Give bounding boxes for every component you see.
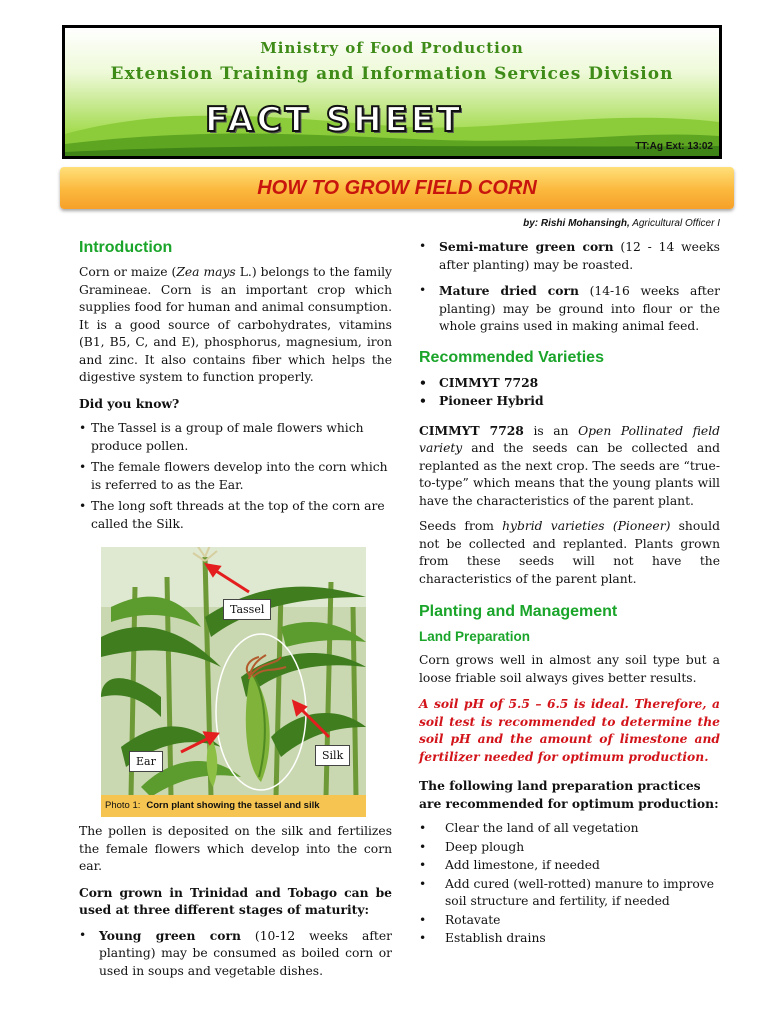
silk-label: Silk bbox=[315, 745, 350, 766]
variety-text-a: is an bbox=[523, 423, 579, 438]
practices-list bbox=[419, 820, 720, 948]
stage-name: Mature dried corn bbox=[439, 283, 579, 298]
stages-intro: Corn grown in Trinidad and Tobago can be used at three different stages of maturity: bbox=[79, 884, 392, 917]
stage-text: (14-16 weeks after planting) may be ground into flour or the whole grains used in making animal feed. bbox=[439, 284, 721, 333]
intro-text-b: L.) belongs to the family Gramineae. Corn is an important crop which supplies food for human and animal consumption. It is a good source of carbohydrates, vitamins (B1, B5, C, and E), phosphorus, magnesium, iron and zinc. It also contains fiber which helps the digestive system to function properly. bbox=[79, 265, 393, 384]
byline-prefix: by: bbox=[523, 218, 539, 229]
list-item: • Add limestone, if needed bbox=[419, 857, 720, 875]
intro-heading: Introduction bbox=[79, 239, 173, 256]
list-item: • The Tassel is a group of male flowers which produce pollen. bbox=[79, 420, 392, 455]
list-item bbox=[79, 927, 392, 981]
did-you-know: Did you know? bbox=[79, 395, 180, 411]
varieties-paragraph-1 bbox=[419, 422, 720, 511]
byline-role: Agricultural Officer I bbox=[632, 218, 720, 229]
stages-list-right bbox=[419, 238, 720, 336]
page-title: HOW TO GROW FIELD CORN bbox=[257, 177, 537, 199]
fact-sheet-logo: FACT SHEET bbox=[205, 100, 464, 140]
right-column bbox=[419, 238, 720, 956]
document-id: TT:Ag Ext: 13:02 bbox=[635, 141, 713, 152]
list-item: • Pioneer Hybrid bbox=[419, 392, 720, 410]
varieties-list bbox=[419, 374, 720, 410]
stage-name: Semi-mature green corn bbox=[439, 239, 614, 254]
ear-label: Ear bbox=[129, 751, 163, 772]
varieties-heading: Recommended Varieties bbox=[419, 348, 604, 366]
hybrid-type: hybrid varieties (Pioneer) bbox=[502, 519, 671, 533]
corn-plant-image bbox=[101, 547, 366, 817]
caption-number: Photo 1: bbox=[105, 800, 141, 811]
stages-list-left bbox=[79, 927, 392, 981]
division-name: Extension Training and Information Services Division bbox=[110, 64, 674, 84]
hybrid-text-a: Seeds from bbox=[419, 519, 503, 533]
caption-text: Corn plant showing the tassel and silk bbox=[146, 800, 320, 811]
stage-text: (10-12 weeks after planting) may be consumed as boiled corn or used in soups and vegetable dishes. bbox=[99, 928, 392, 978]
ph-note: A soil pH of 5.5 – 6.5 is ideal. Therefore, a soil test is recommended to determine the soil pH and the amount of limestone and fertilizer needed for optimum production. bbox=[419, 696, 720, 764]
stage-text: (12 - 14 weeks after planting) may be roasted. bbox=[439, 240, 720, 272]
header-banner bbox=[62, 25, 722, 159]
list-item bbox=[419, 282, 720, 336]
list-item: • Deep plough bbox=[419, 839, 720, 857]
species-name: Zea mays bbox=[176, 265, 236, 279]
list-item: • Rotavate bbox=[419, 912, 720, 930]
soil-paragraph: Corn grows well in almost any soil type but a loose friable soil always gives better results. bbox=[419, 653, 720, 685]
stage-name: Young green corn bbox=[99, 927, 241, 943]
intro-text-a: Corn or maize ( bbox=[79, 265, 177, 279]
list-item: • The female flowers develop into the corn which is referred to as the Ear. bbox=[79, 459, 392, 494]
land-prep-heading: Land Preparation bbox=[419, 629, 531, 644]
title-bar bbox=[60, 167, 734, 209]
planting-heading: Planting and Management bbox=[419, 603, 618, 620]
variety-type: Open Pollinated field variety bbox=[419, 423, 720, 455]
tassel-label: Tassel bbox=[223, 599, 271, 620]
facts-list bbox=[79, 420, 392, 533]
corn-photo bbox=[101, 547, 366, 817]
hybrid-text-b: should not be collected and replanted. Plants grown from these seeds will not have the characteristics of the parent plant. bbox=[419, 519, 720, 586]
intro-paragraph bbox=[79, 264, 392, 387]
variety-text-b: and the seeds can be collected and replanted as the next crop. The seeds are “true-to-type” which means that the young plants will have the characteristics of the parent plant. bbox=[419, 441, 720, 508]
list-item: • CIMMYT 7728 bbox=[419, 374, 720, 392]
list-item: • The long soft threads at the top of the corn are called the Silk. bbox=[79, 498, 392, 533]
ministry-name: Ministry of Food Production bbox=[260, 39, 524, 57]
variety-name: CIMMYT 7728 bbox=[419, 422, 524, 438]
practices-intro: The following land preparation practices are recommended for optimum production: bbox=[419, 778, 719, 811]
list-item: • Add cured (well-rotted) manure to improve soil structure and fertility, if needed bbox=[419, 876, 720, 911]
byline-author: Rishi Mohansingh, bbox=[540, 218, 630, 229]
byline bbox=[523, 218, 720, 229]
left-column bbox=[79, 238, 392, 988]
pollen-paragraph: The pollen is deposited on the silk and fertilizes the female flowers which develop into the corn ear. bbox=[79, 824, 392, 873]
varieties-paragraph-2 bbox=[419, 518, 720, 588]
list-item: • Clear the land of all vegetation bbox=[419, 820, 720, 838]
list-item bbox=[419, 238, 720, 274]
list-item: • Establish drains bbox=[419, 930, 720, 948]
photo-caption bbox=[101, 795, 366, 817]
